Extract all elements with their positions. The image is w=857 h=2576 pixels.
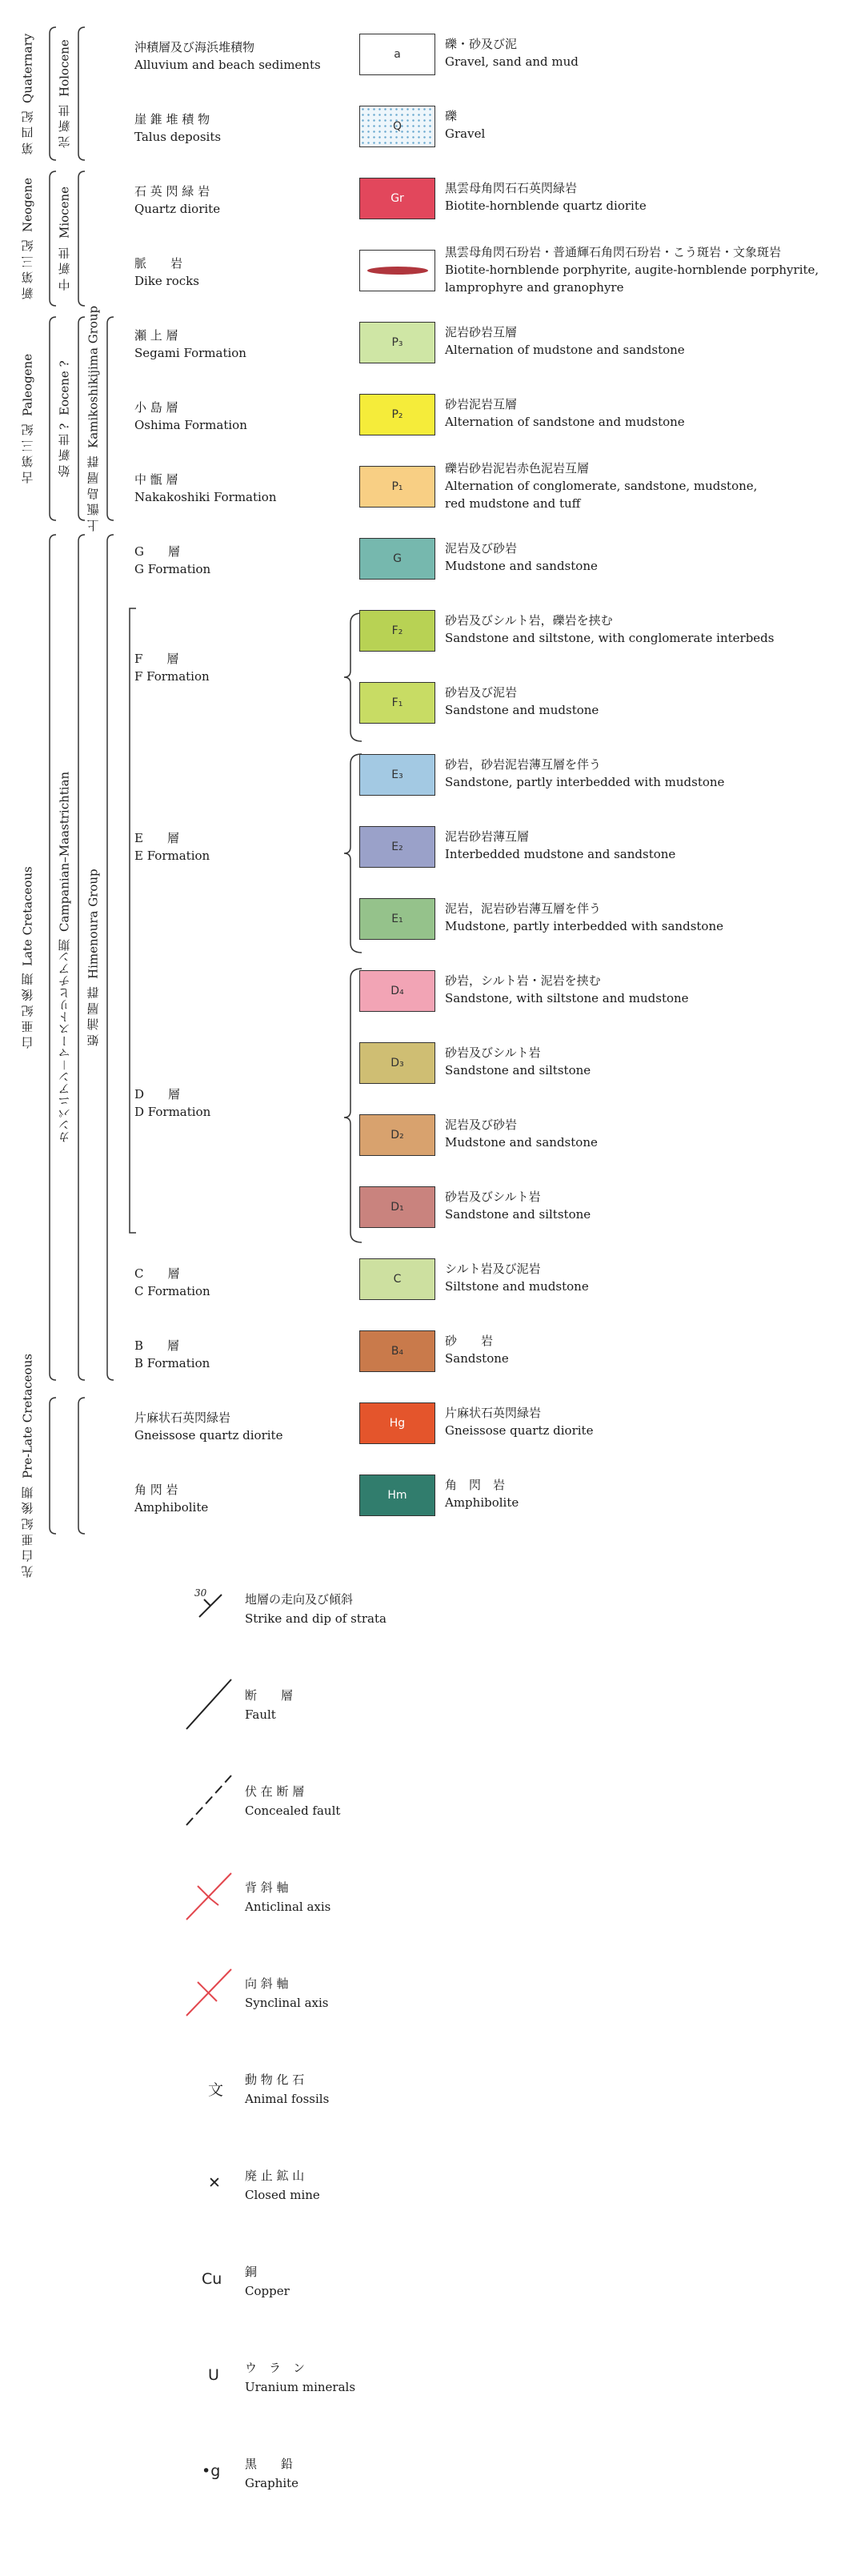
swatch-label: P₂ [391,408,403,421]
legend-description [445,756,724,791]
unit-name-segami: 瀬 上 層 Segami Formation [134,328,246,360]
swatch-label: Hg [389,1417,406,1430]
era-neogene: 新 第 三 紀 Neogene [20,178,35,299]
era-quaternary: 第 四 紀 Quaternary [20,33,35,154]
description-jp: 泥岩及び砂岩 [445,541,518,556]
unit-name-g-formation: G 層 G Formation [134,544,211,576]
legend-swatch-f₁ [359,682,435,724]
symbol-label-jp: ウ ラ ン [245,2361,306,2375]
description-en: Sandstone and siltstone, with conglomerate interbeds [445,631,775,645]
description-en: Siltstone and mudstone [445,1279,589,1294]
group-kamikoshikijima: 上 甑 島 層 群 Kamikoshikijima Group [86,306,101,532]
description-jp: 礫・砂及び泥 [445,37,518,51]
legend-description [445,972,689,1007]
symbol-label-en: Copper [245,2284,290,2298]
description-en: Interbedded mudstone and sandstone [445,847,676,861]
swatch-label: Gr [390,192,404,205]
swatch-label: F₁ [391,696,403,709]
description-en: Sandstone, partly interbedded with mudstone [445,775,725,789]
legend-description [445,1476,519,1511]
symbol-label [245,2358,355,2397]
legend-swatch-d₄ [359,970,435,1012]
description-en: Alternation of mudstone and sandstone [445,343,685,357]
legend-swatch-b₄ [359,1330,435,1372]
mine-icon: ✕ [208,2174,221,2192]
description-jp: 礫岩砂岩泥岩赤色泥岩互層 [445,461,590,475]
symbol-label-en: Anticlinal axis [245,1900,331,1914]
legend-swatch-p₃ [359,322,435,363]
legend-swatch-f₂ [359,610,435,652]
symbol-label [245,2070,329,2109]
description-en: Biotite-hornblende porphyrite, augite-hornblende porphyrite, [445,263,819,277]
symbol-label [245,1782,340,1820]
description-jp: 砂岩及びシルト岩 [445,1045,541,1060]
legend-description [445,35,579,70]
concealed-fault-icon [180,1772,236,1820]
fault-icon [180,1676,236,1724]
description-en: Mudstone and sandstone [445,1135,598,1150]
svg-text:30: 30 [194,1587,207,1599]
symbol-label-jp: 断 層 [245,1688,294,1703]
description-jp: 角 閃 岩 [445,1478,506,1492]
legend-description [445,395,685,431]
legend-swatch-a [359,34,435,75]
swatch-label: P₃ [391,336,403,349]
description-jp: 泥岩砂岩互層 [445,325,518,339]
legend-description [445,323,685,359]
swatch-label: B₄ [390,1345,404,1358]
swatch-label: E₂ [391,841,403,853]
description-jp: 砂岩及び泥岩 [445,685,518,700]
epoch-miocene: 中 新 世 Miocene [57,187,72,291]
description-en: Alternation of sandstone and mudstone [445,415,685,429]
strike-dip-icon [180,1580,236,1628]
symbol-label-en: Graphite [245,2476,299,2490]
epoch-eocene: 始 新 世 ? Eocene ? [57,360,72,477]
description-jp: 黒雲母角閃石玢岩・普通輝石角閃石玢岩・こう斑岩・文象斑岩 [445,245,782,259]
legend-description [445,179,647,215]
swatch-label: Hm [387,1489,407,1502]
description-en: Amphibolite [445,1495,519,1510]
legend-description [445,1044,591,1079]
legend-swatch-hg [359,1402,435,1444]
legend-description [445,900,723,935]
description-en: Sandstone and mudstone [445,703,599,717]
legend-swatch-c [359,1258,435,1300]
symbol-label [245,1590,386,1628]
symbol-label-en: Uranium minerals [245,2380,356,2394]
symbol-label [245,2454,298,2493]
swatch-label: D₁ [390,1201,404,1214]
description-jp: 砂岩，砂岩泥岩薄互層を伴う [445,757,602,772]
legend-description [445,684,599,719]
legend-description [445,828,675,863]
description-jp: 泥岩，泥岩砂岩薄互層を伴う [445,901,602,916]
symbol-label-jp: 動 物 化 石 [245,2072,305,2087]
fossil-icon: 文 [208,2081,224,2099]
symbol-label [245,2262,290,2301]
description-jp: 砂岩及びシルト岩，礫岩を挟む [445,613,613,628]
legend-swatch-d₃ [359,1042,435,1084]
legend-swatch-p₂ [359,394,435,435]
swatch-label: E₃ [391,768,403,781]
symbol-label [245,2166,320,2205]
swatch-label: D₄ [390,985,404,997]
description-jp: 礫 [445,109,458,123]
legend-description [445,1332,509,1367]
description-en: Gravel [445,126,486,141]
symbol-label-en: Animal fossils [245,2092,330,2106]
symbol-label-jp: 銅 [245,2265,258,2279]
era-paleogene: 古 第 三 紀 Paleogene [20,354,35,484]
unit-name-dike-rocks: 脈 岩 Dike rocks [134,256,199,288]
description-en: Biotite-hornblende quartz diorite [445,199,647,213]
symbol-label [245,1686,293,1724]
legend-swatch-gr [359,178,435,219]
unit-name-nakakoshiki: 中 甑 層 Nakakoshiki Formation [134,472,277,504]
unit-name-alluvium: 沖積層及び海浜堆積物 Alluvium and beach sediments [134,40,321,72]
symbol-label-jp: 黒 鉛 [245,2457,294,2471]
description-en: Mudstone and sandstone [445,559,598,573]
swatch-label: a [394,48,401,61]
legend-swatch-e₁ [359,898,435,940]
symbol-label [245,1974,328,2012]
description-en: Sandstone and siltstone [445,1063,591,1077]
legend-swatch-p₁ [359,466,435,508]
legend-swatch-d₂ [359,1114,435,1156]
graphite-icon: •g [202,2462,221,2480]
swatch-label: G [393,552,402,565]
description-jp: シルト岩及び泥岩 [445,1262,541,1276]
legend-swatch-e₂ [359,826,435,868]
unit-name-talus: 崖 錐 堆 積 物 Talus deposits [134,112,222,144]
symbol-label-jp: 背 斜 軸 [245,1880,289,1895]
description-jp: 砂岩及びシルト岩 [445,1190,541,1204]
swatch-label: D₃ [390,1057,404,1069]
legend-description [445,459,757,512]
legend-swatch-dike [359,250,435,291]
era-pre-late-cretaceous: 先 白 亜 紀 後 期 Pre-Late Cretaceous [20,1354,35,1578]
legend-description [445,540,598,575]
legend-description [445,612,774,647]
copper-icon: Cu [202,2270,222,2288]
unit-name-oshima: 小 島 層 Oshima Formation [134,400,247,432]
symbol-label-jp: 地層の走向及び傾斜 [245,1592,354,1607]
swatch-label: C [393,1273,402,1286]
description-en: Sandstone and siltstone [445,1207,591,1222]
legend-description [445,1116,598,1151]
anticline-icon [180,1868,236,1916]
description-en: red mudstone and tuff [445,496,581,511]
swatch-label: D₂ [390,1129,404,1142]
symbol-label-jp: 廃 止 鉱 山 [245,2169,305,2183]
legend-swatch-q [359,106,435,147]
description-en: Gneissose quartz diorite [445,1423,594,1438]
description-jp: 砂 岩 [445,1334,494,1348]
syncline-icon [180,1964,236,2012]
symbol-label-en: Closed mine [245,2188,320,2202]
unit-name-d-formation: D 層 D Formation [134,1087,211,1119]
symbol-label-en: Strike and dip of strata [245,1611,386,1626]
unit-name-quartz-diorite: 石 英 閃 緑 岩 Quartz diorite [134,184,221,216]
swatch-label: F₂ [391,624,403,637]
legend-swatch-hm [359,1475,435,1516]
description-jp: 黒雲母角閃石石英閃緑岩 [445,181,578,195]
description-en: Sandstone, with siltstone and mudstone [445,991,689,1005]
legend-swatch-e₃ [359,754,435,796]
swatch-label: E₁ [391,913,403,925]
swatch-label: P₁ [391,480,403,493]
symbol-label-en: Concealed fault [245,1804,341,1818]
legend-swatch-d₁ [359,1186,435,1228]
description-en: Gravel, sand and mud [445,54,579,69]
legend-description [445,107,485,142]
description-en: Mudstone, partly interbedded with sandstone [445,919,723,933]
unit-name-amphibolite: 角 閃 岩 Amphibolite [134,1483,209,1515]
unit-name-c-formation: C 層 C Formation [134,1266,210,1298]
legend-description [445,243,819,296]
swatch-label: Q [392,120,402,133]
description-jp: 泥岩砂岩薄互層 [445,829,530,844]
legend-swatch-g [359,538,435,580]
description-en: Alternation of conglomerate, sandstone, mudstone, [445,479,758,493]
stage-campanian-maastrichtian: カンパニアン－マーストリヒチアン期 Campanian–Maastrichtian [57,771,72,1144]
era-late-cretaceous: 白 亜 紀 後 期 Late Cretaceous [20,865,35,1049]
legend-description [445,1188,591,1223]
unit-name-f-formation: F 層 F Formation [134,652,210,684]
description-en: lamprophyre and granophyre [445,280,624,295]
legend-description [445,1260,589,1295]
description-jp: 砂岩，シルト岩・泥岩を挟む [445,973,601,988]
symbol-label [245,1878,330,1916]
uranium-icon: U [208,2366,219,2384]
description-jp: 泥岩及び砂岩 [445,1117,518,1132]
symbol-label-en: Fault [245,1707,276,1722]
description-jp: 砂岩泥岩互層 [445,397,518,411]
symbol-label-en: Synclinal axis [245,1996,329,2010]
description-en: Sandstone [445,1351,509,1366]
symbol-label-jp: 向 斜 軸 [245,1976,289,1991]
unit-name-b-formation: B 層 B Formation [134,1338,210,1370]
unit-name-e-formation: E 層 E Formation [134,831,210,863]
epoch-holocene: 完 新 世 Holocene [57,39,72,148]
description-jp: 片麻状石英閃緑岩 [445,1406,542,1420]
unit-name-gneissose-quartz-diorite: 片麻状石英閃緑岩 Gneissose quartz diorite [134,1410,283,1442]
group-himenoura: 姫 浦 層 群 Himenoura Group [86,869,101,1046]
legend-description [445,1404,593,1439]
symbol-label-jp: 伏 在 断 層 [245,1784,305,1799]
